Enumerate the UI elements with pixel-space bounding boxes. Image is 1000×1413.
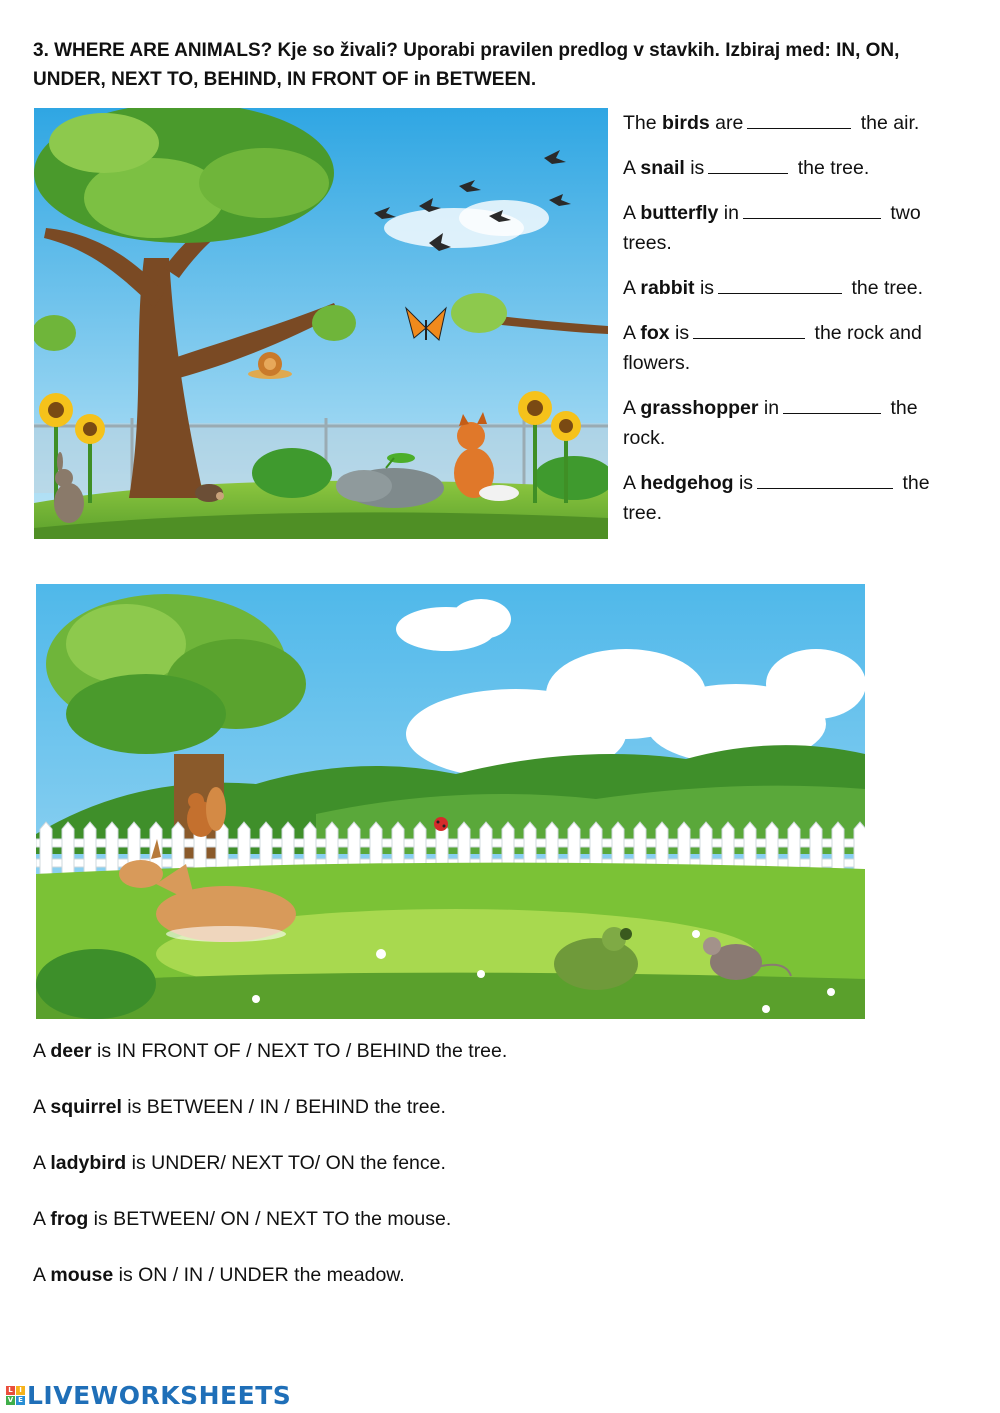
question-fox (623, 318, 948, 378)
animal-word: deer (50, 1040, 92, 1062)
answer-blank[interactable] (747, 111, 851, 129)
question-text: two trees. (623, 202, 921, 254)
answer-blank[interactable] (757, 471, 893, 489)
animal-word: grasshopper (640, 397, 759, 419)
sentence-options[interactable]: is UNDER/ NEXT TO/ ON the fence. (126, 1152, 446, 1174)
choice-squirrel[interactable] (33, 1092, 933, 1148)
logo-letter: E (16, 1396, 25, 1405)
sentence-options[interactable]: is ON / IN / UNDER the meadow. (113, 1264, 405, 1286)
fence-picket (854, 822, 865, 874)
question-text: A (623, 397, 641, 419)
sentence-text: A (33, 1208, 51, 1230)
choice-deer[interactable] (33, 1036, 933, 1092)
question-text: in (718, 202, 739, 224)
fence-picket (84, 822, 96, 874)
animal-word: fox (640, 322, 670, 344)
logo-letter: L (6, 1386, 15, 1395)
fence-picket (172, 822, 184, 874)
fence-picket (62, 822, 74, 874)
animal-word: snail (640, 157, 685, 179)
liveworksheets-logo (6, 1380, 291, 1410)
choice-ladybird[interactable] (33, 1148, 933, 1204)
question-text: the rock and flowers. (623, 322, 922, 374)
question-text: in (758, 397, 780, 419)
sentence-text: A (33, 1152, 51, 1174)
fence-picket (788, 822, 800, 874)
question-text: are (709, 112, 744, 134)
question-text: the tree. (792, 157, 870, 179)
sentence-text: A (33, 1040, 51, 1062)
animal-word: frog (50, 1208, 89, 1230)
logo-letter: V (7, 1395, 14, 1404)
sentence-options[interactable]: is IN FRONT OF / NEXT TO / BEHIND the tree. (91, 1040, 508, 1062)
fence-picket (106, 822, 118, 874)
question-butterfly (623, 198, 948, 258)
question-text: the tree. (846, 277, 923, 299)
animal-word: rabbit (640, 277, 695, 299)
question-snail (623, 153, 948, 183)
answer-blank[interactable] (718, 276, 842, 294)
logo-mark-icon (6, 1386, 25, 1405)
question-text: is (694, 277, 715, 299)
question-text: A (623, 322, 641, 344)
answer-blank[interactable] (693, 321, 805, 339)
question-grasshopper (623, 393, 948, 453)
animal-word: ladybird (50, 1152, 127, 1174)
question-text: the air. (855, 112, 920, 134)
exercise-heading: 3. WHERE ARE ANIMALS? Kje so živali? Uporabi pravilen predlog v stavkih. Izbiraj med: IN, ON, UNDER, NEXT TO, BEHIND, IN FRONT OF in BETWEEN. (33, 40, 900, 90)
meadow-illustration (36, 584, 865, 1019)
fence-picket (810, 822, 822, 874)
question-text: the tree. (623, 472, 930, 524)
answer-blank[interactable] (708, 156, 788, 174)
question-text: A (623, 202, 641, 224)
choice-sentences (33, 1036, 933, 1316)
park-illustration (34, 108, 608, 539)
animal-word: birds (662, 112, 710, 134)
question-text: is (684, 157, 705, 179)
question-hedgehog (623, 468, 948, 528)
sentence-text: A (33, 1264, 51, 1286)
fill-in-questions (623, 108, 948, 543)
answer-blank[interactable] (743, 201, 881, 219)
fence-picket (40, 822, 52, 874)
animal-word: butterfly (640, 202, 719, 224)
question-text: A (623, 157, 641, 179)
choice-frog[interactable] (33, 1204, 933, 1260)
sentence-options[interactable]: is BETWEEN/ ON / NEXT TO the mouse. (88, 1208, 452, 1230)
brand-name: LIVEWORKSHEETS (27, 1380, 292, 1410)
question-text: A (623, 277, 641, 299)
sentence-options[interactable]: is BETWEEN / IN / BEHIND the tree. (121, 1096, 446, 1118)
answer-blank[interactable] (783, 396, 881, 414)
animal-word: hedgehog (640, 472, 734, 494)
logo-letter: I (16, 1386, 25, 1395)
question-text: A (623, 472, 641, 494)
choice-mouse[interactable] (33, 1260, 933, 1316)
question-text: the rock. (623, 397, 918, 449)
question-text: is (669, 322, 690, 344)
question-text: is (733, 472, 754, 494)
fence-picket (832, 822, 844, 874)
question-rabbit (623, 273, 948, 303)
sentence-text: A (33, 1096, 51, 1118)
animal-word: mouse (50, 1264, 114, 1286)
question-birds (623, 108, 948, 138)
animal-word: squirrel (50, 1096, 122, 1118)
question-text: The (623, 112, 663, 134)
ladybird-icon (434, 817, 448, 831)
